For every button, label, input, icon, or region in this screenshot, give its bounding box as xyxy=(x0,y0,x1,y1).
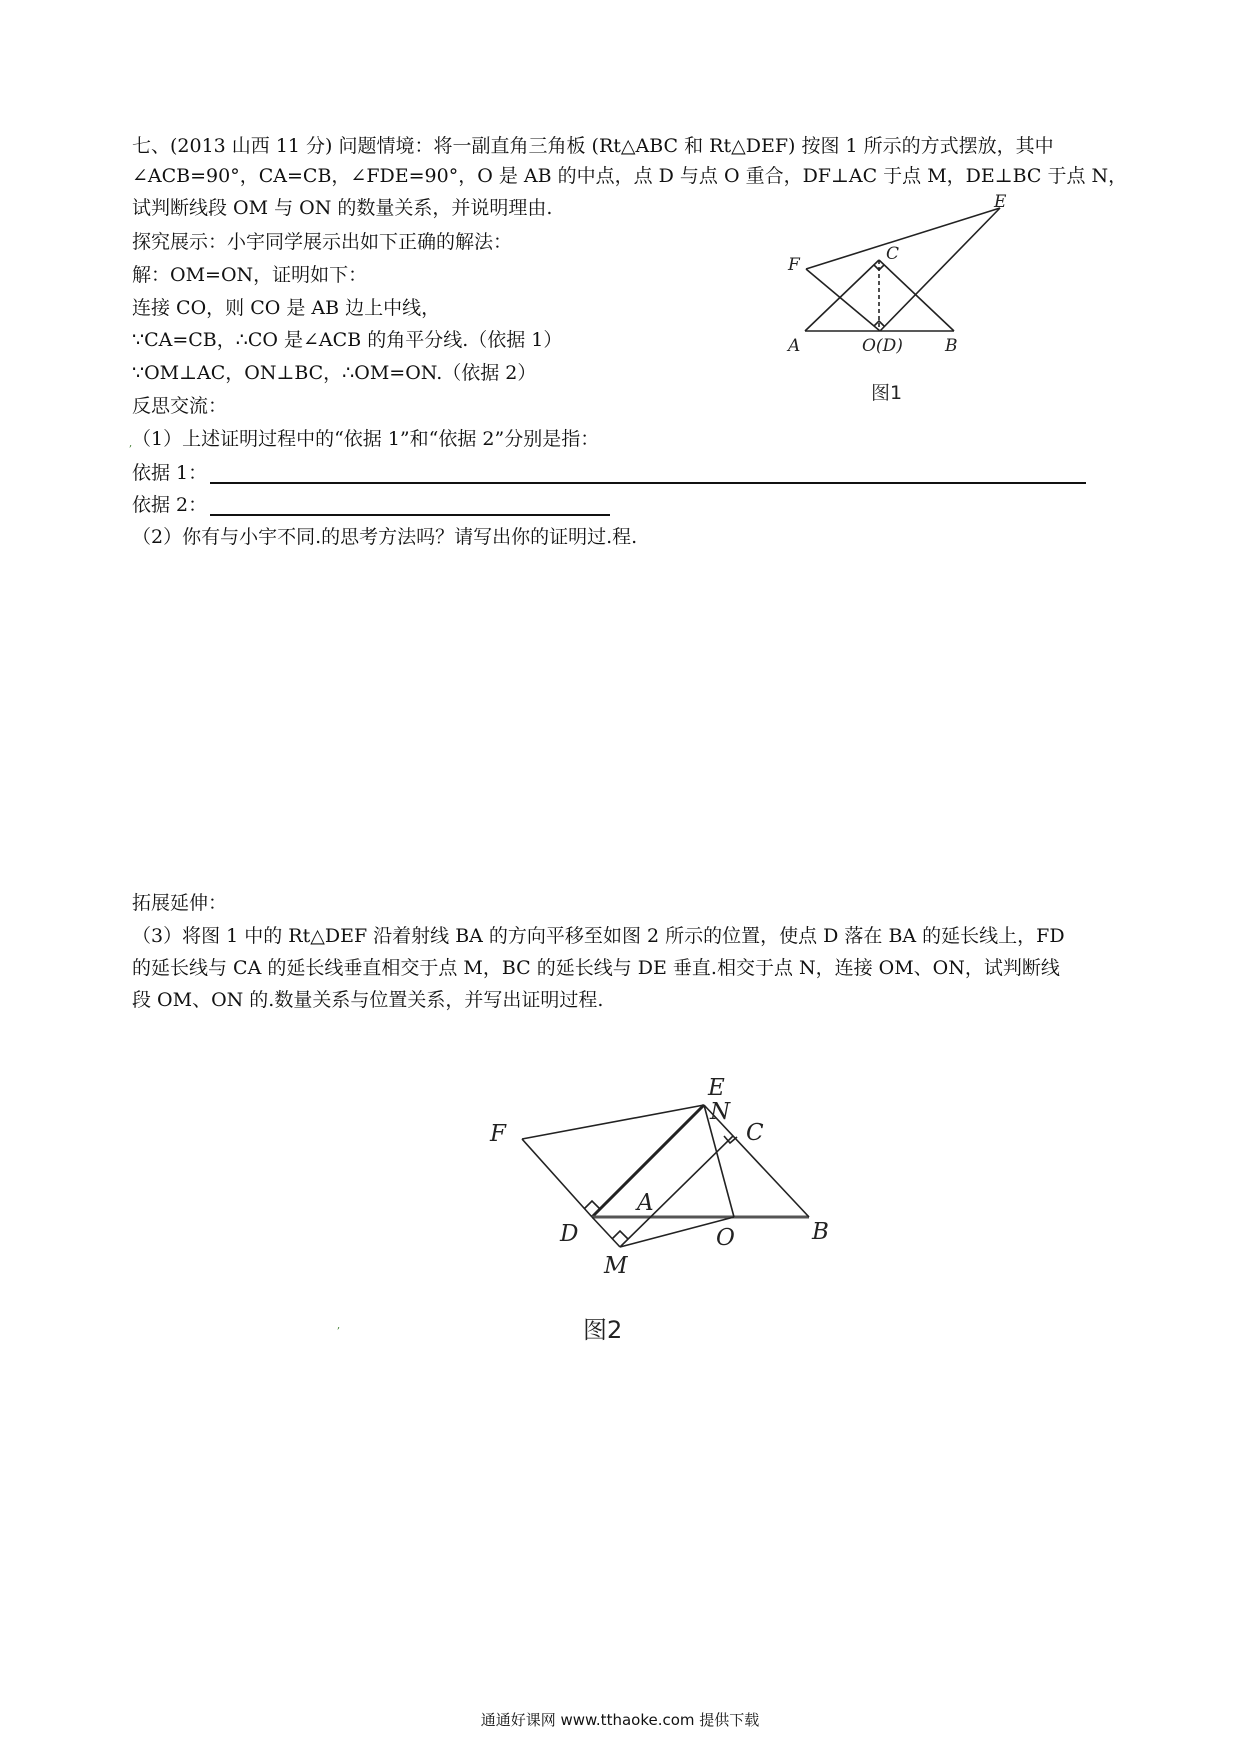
problem-line-1: 七、(2013 山西 11 分) 问题情境：将一副直角三角板 (Rt△ABC 和 Rt△DEF) 按图 1 所示的方式摆放，其中 xyxy=(132,135,1054,157)
label-a: A xyxy=(788,336,801,356)
label-b: B xyxy=(812,1219,829,1245)
reflect-heading: 反思交流： xyxy=(132,395,228,417)
label-n: N xyxy=(710,1099,731,1125)
label-o: O xyxy=(716,1225,735,1251)
proof-step-3: ∵OM⊥AC，ON⊥BC，∴OM=ON.（依据 2） xyxy=(132,362,537,384)
extend-heading: 拓展延伸： xyxy=(132,892,228,914)
figure-1-caption: 图1 xyxy=(871,382,903,404)
problem-line-2: ∠ACB=90°，CA=CB，∠FDE=90°，O 是 AB 的中点，点 D 与点 O 重合，DF⊥AC 于点 M，DE⊥BC 于点 N， xyxy=(132,165,1128,187)
question-3-line-1: （3）将图 1 中的 Rt△DEF 沿着射线 BA 的方向平移至如图 2 所示的位置，使点 D 落在 BA 的延长线上，FD xyxy=(132,925,1065,947)
proof-step-1: 连接 CO，则 CO 是 AB 边上中线， xyxy=(132,297,441,319)
figure-2-caption: 图2 xyxy=(583,1316,623,1344)
right-angle-mark-d xyxy=(584,1201,600,1209)
label-e: E xyxy=(994,192,1007,212)
explore-heading: 探究展示：小宇同学展示出如下正确的解法： xyxy=(132,231,513,253)
question-3-line-3: 段 OM、ON 的.数量关系与位置关系，并写出证明过程. xyxy=(132,989,604,1011)
segment-dm xyxy=(592,1217,620,1247)
label-d: D xyxy=(560,1221,579,1247)
label-c: C xyxy=(746,1120,764,1146)
right-angle-mark-m xyxy=(612,1231,628,1239)
stray-mark: , xyxy=(129,438,133,449)
problem-line-3: 试判断线段 OM 与 ON 的数量关系，并说明理由. xyxy=(132,197,553,219)
label-f: F xyxy=(490,1121,506,1147)
question-2: （2）你有与小宇不同.的思考方法吗？请写出你的证明过.程. xyxy=(132,526,638,548)
question-3-line-2: 的延长线与 CA 的延长线垂直相交于点 M，BC 的延长线与 DE 垂直.相交于点 N，连接 OM、ON，试判断线 xyxy=(132,957,1060,979)
basis-2-answer-line[interactable] xyxy=(210,514,610,516)
figure-2-diagram xyxy=(480,1055,860,1280)
label-o-d: O(D) xyxy=(862,336,903,356)
question-1: （1）上述证明过程中的“依据 1”和“依据 2”分别是指： xyxy=(132,428,600,450)
segment-fd xyxy=(806,269,880,331)
basis-1-answer-line[interactable] xyxy=(210,482,1086,484)
basis-2-label: 依据 2： xyxy=(132,494,208,516)
label-f: F xyxy=(788,255,800,275)
stray-mark: , xyxy=(337,1320,341,1331)
basis-1-label: 依据 1： xyxy=(132,462,208,484)
label-a: A xyxy=(637,1190,654,1216)
figure-1-diagram xyxy=(780,185,1020,365)
page-footer: 通通好课网 www.tthaoke.com 提供下载 xyxy=(480,1711,760,1729)
label-c: C xyxy=(886,244,900,264)
label-m: M xyxy=(604,1253,628,1279)
solution-line: 解：OM=ON，证明如下： xyxy=(132,264,368,286)
label-e: E xyxy=(708,1075,725,1101)
segment-fd xyxy=(522,1139,592,1217)
label-b: B xyxy=(945,336,958,356)
proof-step-2: ∵CA=CB，∴CO 是∠ACB 的角平分线.（依据 1） xyxy=(132,329,563,351)
